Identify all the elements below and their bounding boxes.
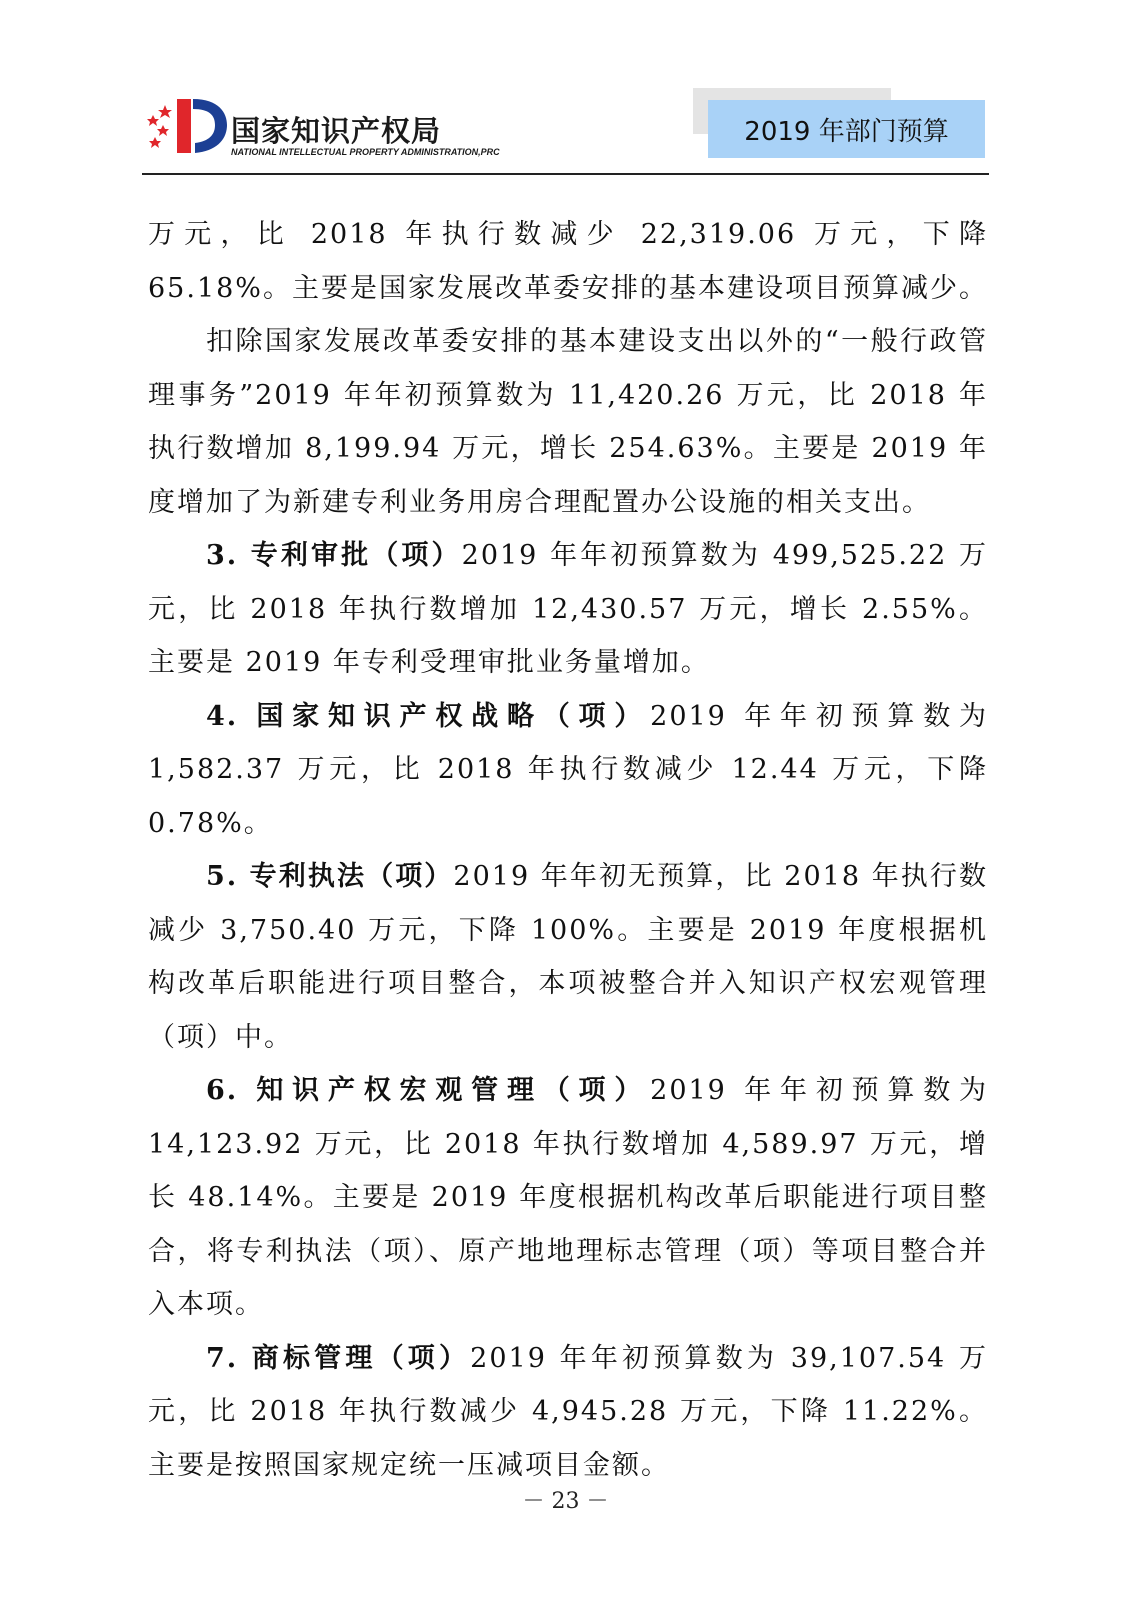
item-heading: 4. 国家知识产权战略（项）: [206, 700, 651, 732]
paragraph-item-7: [148, 1332, 988, 1493]
star-icon: [157, 125, 169, 136]
paragraph-text: 2019 年年初无预算，比 2018 年执行数减少 3,750.40 万元，下降 100%。主要是 2019 年度根据机构改革后职能进行项目整合，本项被整合并入知识产权宏观管理（项）中。: [148, 861, 988, 1053]
paragraph-general-admin: [148, 315, 988, 529]
item-heading: 7. 商标管理（项）: [206, 1342, 471, 1374]
star-icon: [147, 115, 159, 126]
item-heading: 5. 专利执法（项）: [206, 861, 454, 892]
paragraph-item-5: [148, 850, 988, 1064]
cnipa-logo: [143, 95, 523, 165]
paragraph-text: 2019 年年初预算数为 39,107.54 万元，比 2018 年执行数减少 4,945.28 万元，下降 11.22%。主要是按照国家规定统一压减项目金额。: [148, 1342, 988, 1481]
cnipa-emblem-icon: [143, 95, 227, 159]
paragraph-text: 扣除国家发展改革委安排的基本建设支出以外的“一般行政管理事务”2019 年年初预算数为 11,420.26 万元，比 2018 年执行数增加 8,199.94 万元，增长 254.63%。主要是 2019 年度增加了为新建专利业务用房合理配置办公设施的相关支出。: [148, 326, 988, 518]
paragraph-text: 2019 年年初预算数为 499,525.22 万元，比 2018 年执行数增加 12,430.57 万元，增长 2.55%。主要是 2019 年专利受理审批业务量增加。: [148, 540, 988, 678]
header-divider: [142, 173, 989, 175]
star-icon: [149, 137, 161, 148]
item-heading: 3. 专利审批（项）: [206, 540, 462, 571]
document-body: [148, 208, 988, 1492]
logo-chinese-name: 国家知识产权局: [231, 114, 442, 148]
budget-year-badge: 2019 年部门预算: [708, 100, 985, 158]
page-number: － 23 －: [522, 1489, 609, 1514]
paragraph-text: 万元，比 2018 年执行数减少 22,319.06 万元，下降 65.18%。主要是国家发展改革委安排的基本建设项目预算减少。: [148, 219, 988, 304]
paragraph-text: 2019 年年初预算数为 14,123.92 万元，比 2018 年执行数增加 4,589.97 万元，增长 48.14%。主要是 2019 年度根据机构改革后职能进行项目整合，将专利执法（项）、原产地地理标志管理（项）等项目整合并入本项。: [148, 1075, 989, 1320]
paragraph-item-6: [148, 1064, 988, 1332]
paragraph-item-4: [148, 690, 988, 851]
item-heading: 6. 知识产权宏观管理（项）: [206, 1075, 651, 1106]
paragraph-item-3: [148, 529, 988, 690]
logo-english-name: NATIONAL INTELLECTUAL PROPERTY ADMINISTRATION,PRC: [231, 147, 500, 157]
paragraph-continuation: [148, 208, 988, 315]
page-header: [0, 0, 1131, 180]
star-icon: [158, 105, 172, 118]
paragraph-text: 2019 年年初预算数为 1,582.37 万元，比 2018 年执行数减少 12.44 万元，下降 0.78%。: [148, 700, 989, 839]
